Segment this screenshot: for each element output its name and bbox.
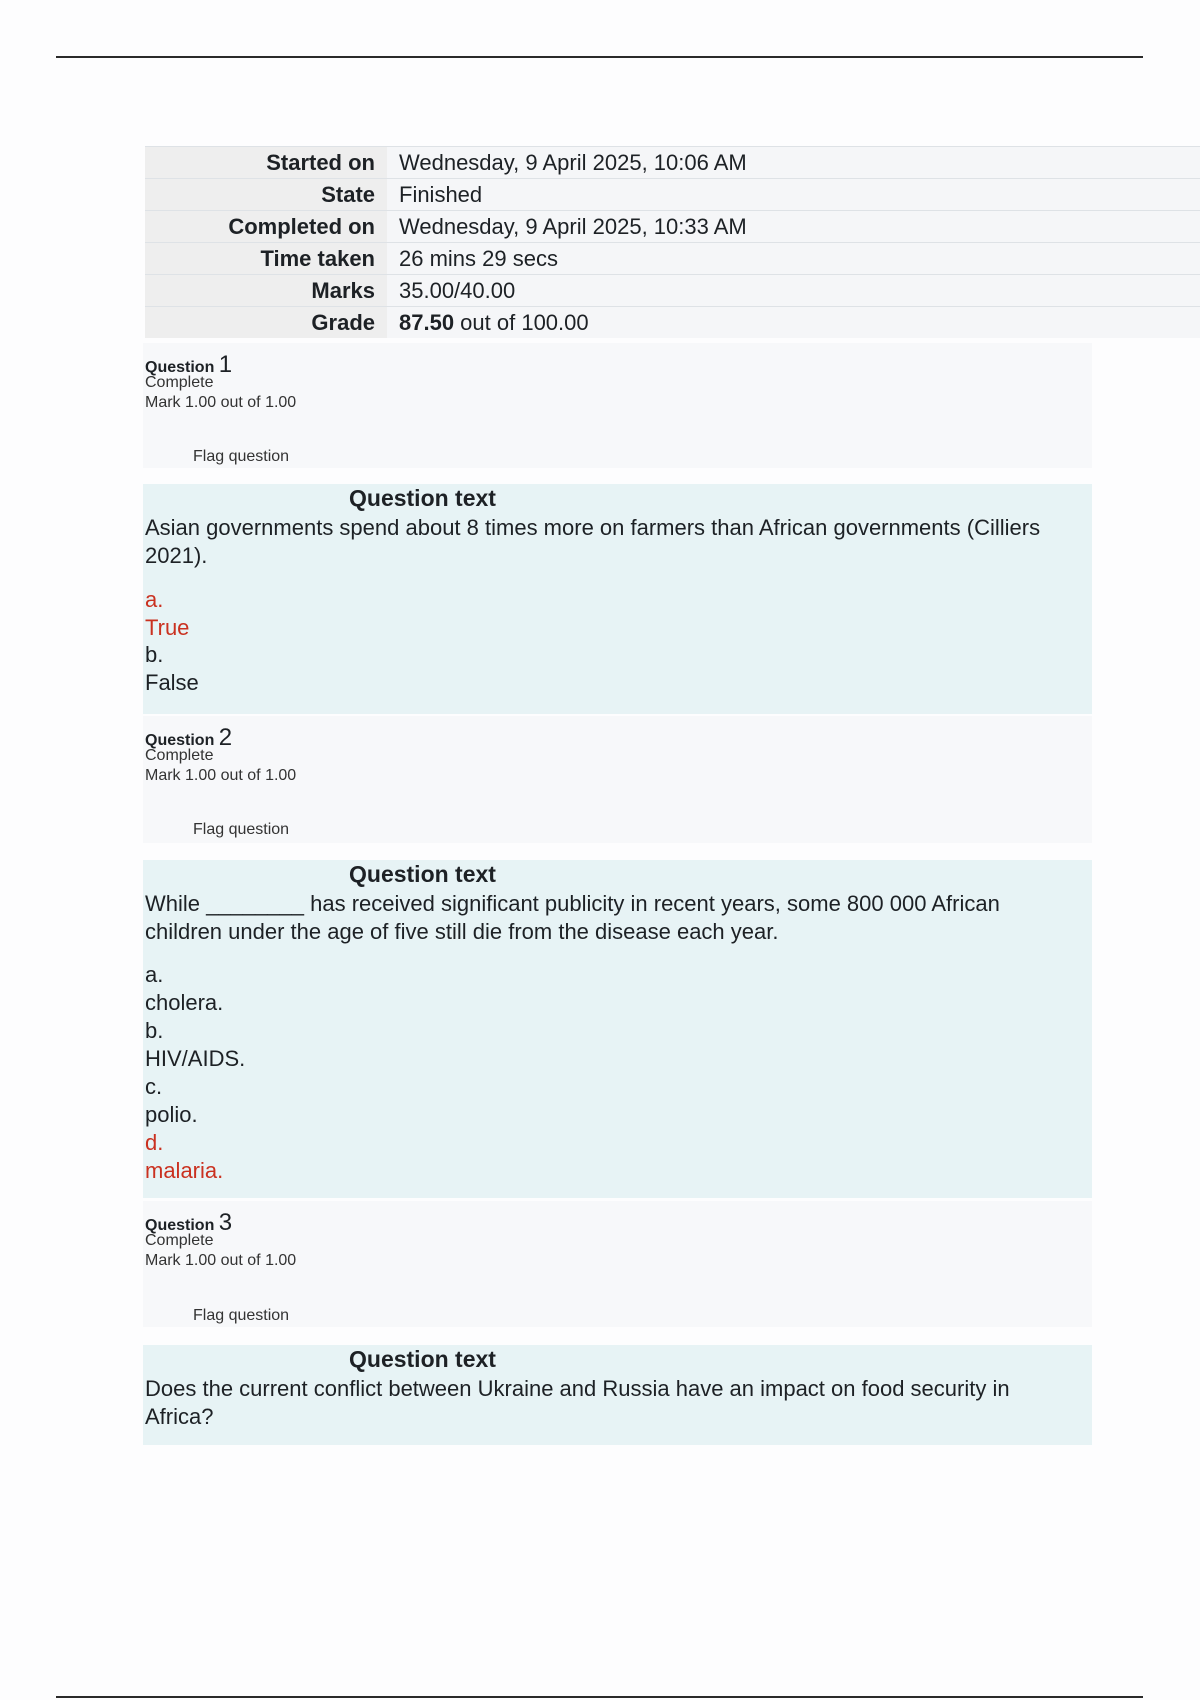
summary-row (145, 275, 1200, 307)
question-mark: Mark 1.00 out of 1.00 (145, 1252, 297, 1269)
question-1-content (143, 484, 1092, 714)
question-2-content (143, 860, 1092, 1198)
summary-row (145, 179, 1200, 211)
answer-option[interactable]: polio. (145, 1102, 198, 1127)
flag-question-link[interactable]: Flag question (193, 1307, 290, 1324)
answer-letter[interactable]: c. (145, 1074, 163, 1099)
question-mark: Mark 1.00 out of 1.00 (145, 767, 297, 784)
question-number: Question 3 (145, 1209, 233, 1236)
question-1-info (143, 343, 1092, 468)
answer-option[interactable]: malaria. (145, 1158, 224, 1183)
summary-row (145, 307, 1200, 339)
question-number: Question 1 (145, 351, 233, 378)
top-rule (56, 56, 1143, 58)
answer-option[interactable]: True (145, 615, 190, 640)
question-text: While ________ has received significant publicity in recent years, some 800 000 African children under the age of five still die from the disease each year. (145, 891, 1000, 944)
question-text-label: Question text (349, 861, 496, 887)
summary-value: Wednesday, 9 April 2025, 10:33 AM (387, 211, 1200, 243)
question-number: Question 2 (145, 724, 233, 751)
question-text: Asian governments spend about 8 times more on farmers than African governments (Cilliers 2021). (145, 515, 1041, 568)
question-state: Complete (145, 747, 214, 764)
summary-value: Wednesday, 9 April 2025, 10:06 AM (387, 147, 1200, 179)
question-state: Complete (145, 374, 214, 391)
question-mark: Mark 1.00 out of 1.00 (145, 394, 297, 411)
answer-letter[interactable]: a. (145, 587, 164, 612)
answer-letter[interactable]: a. (145, 962, 164, 987)
grade-score: 87.50 (399, 309, 455, 335)
question-text-label: Question text (349, 485, 496, 511)
summary-row (145, 147, 1200, 179)
summary-label: State (145, 179, 387, 211)
question-3-content (143, 1345, 1092, 1445)
summary-value: Finished (387, 179, 1200, 211)
question-text-label: Question text (349, 1346, 496, 1372)
answer-letter[interactable]: d. (145, 1130, 164, 1155)
summary-label: Completed on (145, 211, 387, 243)
attempt-summary-table (145, 146, 1200, 338)
question-state: Complete (145, 1232, 214, 1249)
bottom-rule (56, 1696, 1143, 1698)
question-2-info (143, 716, 1092, 843)
flag-question-link[interactable]: Flag question (193, 448, 290, 465)
summary-row (145, 211, 1200, 243)
summary-label: Time taken (145, 243, 387, 275)
grade-out-of: out of 100.00 (454, 309, 589, 335)
summary-row (145, 243, 1200, 275)
question-text: Does the current conflict between Ukraine and Russia have an impact on food security in Africa? (145, 1376, 1010, 1429)
answer-letter[interactable]: b. (145, 1018, 164, 1043)
answer-option[interactable]: cholera. (145, 990, 224, 1015)
summary-label: Started on (145, 147, 387, 179)
summary-value: 35.00/40.00 (387, 275, 1200, 307)
flag-question-link[interactable]: Flag question (193, 821, 290, 838)
summary-label: Grade (145, 307, 387, 339)
summary-value (387, 307, 1200, 339)
answer-option[interactable]: False (145, 670, 199, 695)
answer-option[interactable]: HIV/AIDS. (145, 1046, 246, 1071)
question-3-info (143, 1201, 1092, 1327)
summary-value: 26 mins 29 secs (387, 243, 1200, 275)
summary-label: Marks (145, 275, 387, 307)
answer-letter[interactable]: b. (145, 642, 164, 667)
